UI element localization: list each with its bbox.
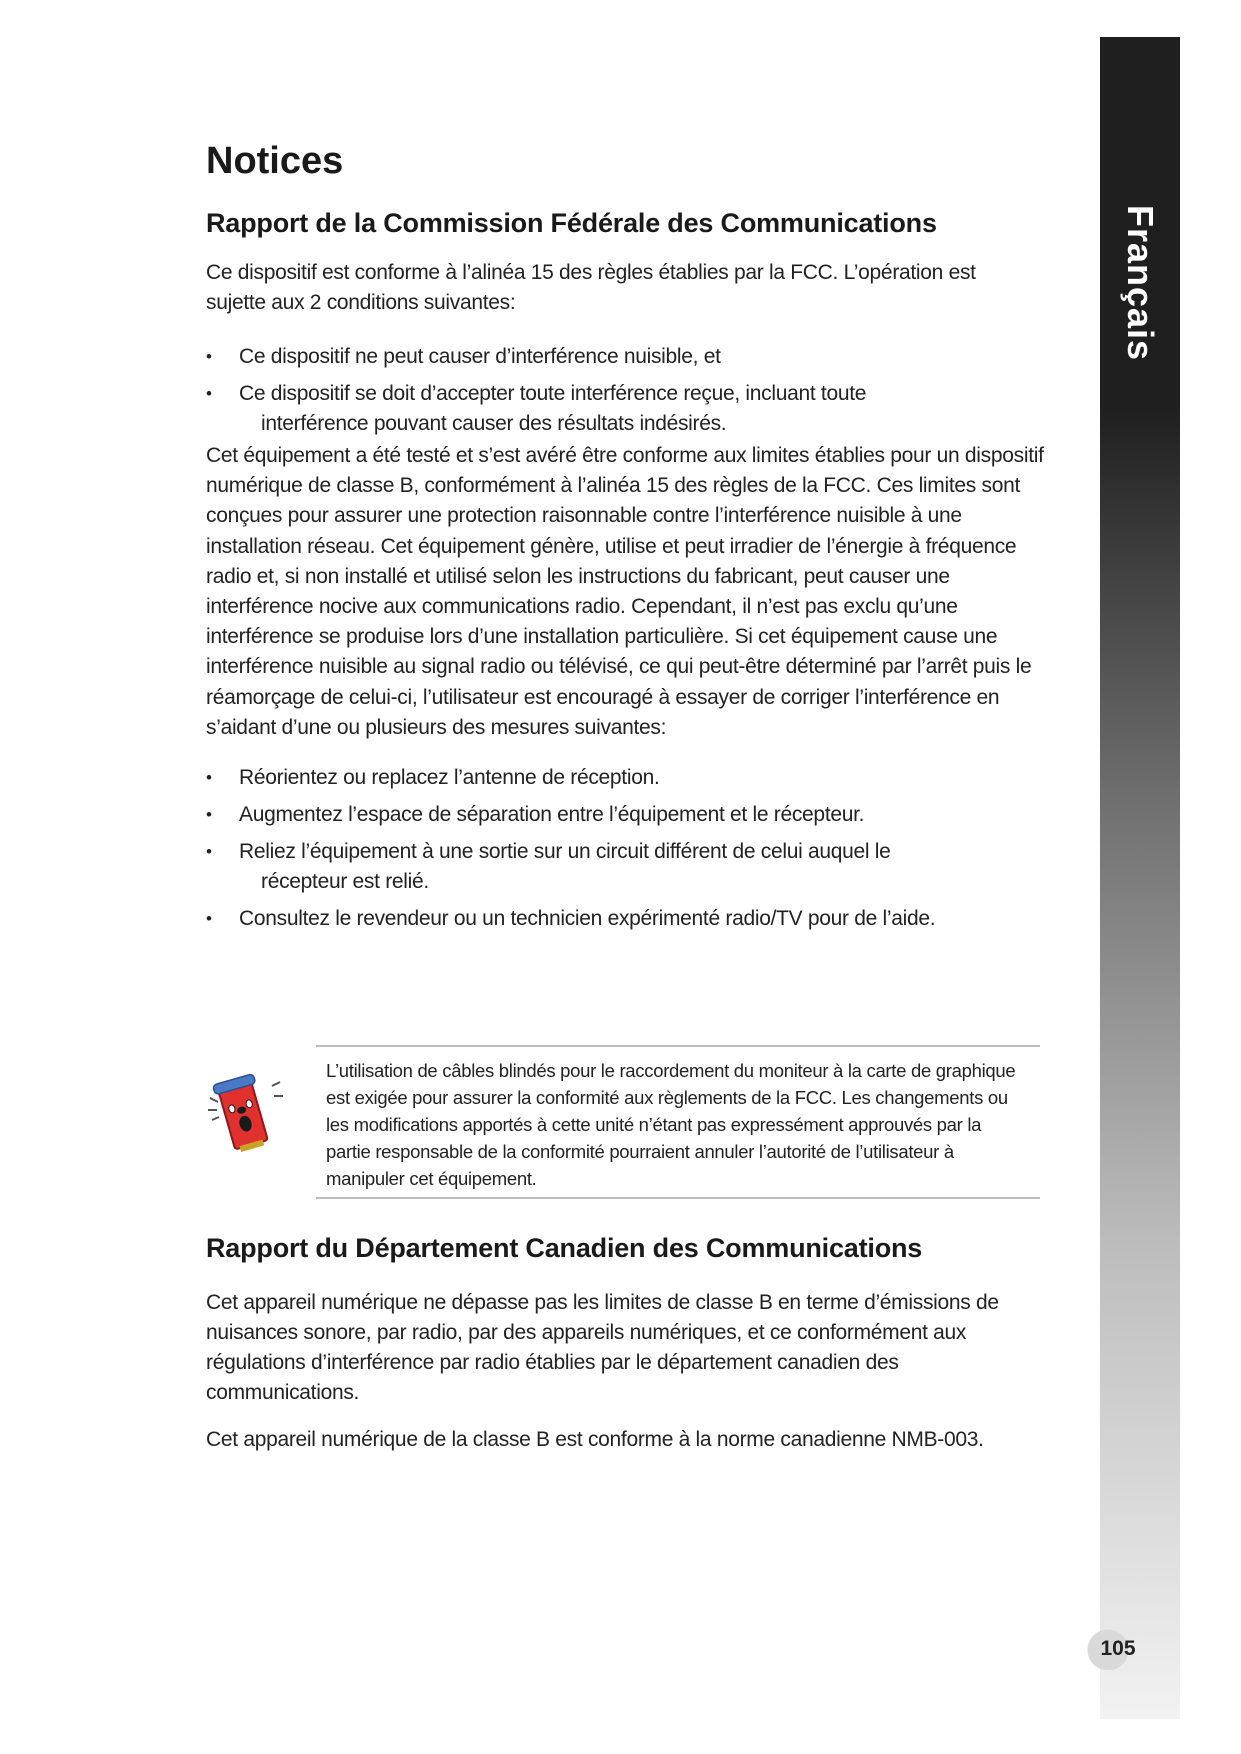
- warning-card-icon: [198, 1060, 288, 1160]
- fcc-note-text: L’utilisation de câbles blindés pour le raccordement du moniteur à la carte de graphique est exigée pour assurer la conformité aux règlements de la FCC. Les changements ou les modifications apportés à cette unité n’étant pas expressément approuvés par la partie responsable de la conformité pourraient annuler l’autorité de l’utilisateur à manipuler cet équipement.: [326, 1060, 1016, 1189]
- list-item: • Ce dispositif ne peut causer d’interférence nuisible, et: [206, 345, 721, 368]
- list-item: • Reliez l’équipement à une sortie sur un circuit différent de celui auquel le récepteur est relié.: [206, 840, 891, 893]
- fcc-body: Cet équipement a été testé et s’est avéré être conforme aux limites établies pour un dispositif numérique de classe B, conformément à l’alinéa 15 des règles de la FCC. Ces limites sont conçues pour assurer une protection raisonnable contre l’interférence nuisible à une installation réseau. Cet équipement génère, utilise et peut irradier de l’énergie à fréquence radio et, si non installé et utilisé selon les instructions du fabricant, peut causer une interférence nocive aux communications radio. Cependant, il n’est pas exclu qu’une interférence se produise lors d’une installation particulière. Si cet équipement cause une interférence nuisible au signal radio ou télévisé, ce qui peut-être déterminé par l’arrêt puis le réamorçage de celui-ci, l’utilisateur est encouragé à essayer de corriger l’interférence en s’aidant d’une ou plusieurs des mesures suivantes:: [206, 444, 1044, 739]
- page-number: 105: [1086, 1628, 1150, 1670]
- canada-paragraph-1: Cet appareil numérique ne dépasse pas les limites de classe B en terme d’émissions de nuisances sonore, par radio, par des appareils numériques, et ce conformément aux régulations d’interférence par radio établies par le département canadien des communications.: [206, 1291, 999, 1404]
- canada-heading: Rapport du Département Canadien des Communications: [206, 1233, 923, 1263]
- fcc-heading: Rapport de la Commission Fédérale des Communications: [206, 208, 937, 238]
- fcc-conditions-list: [206, 342, 1026, 446]
- canada-paragraph-2: Cet appareil numérique de la classe B est conforme à la norme canadienne NMB-003.: [206, 1428, 984, 1451]
- language-tab-label: Français: [1120, 204, 1162, 361]
- page-title: Notices: [206, 140, 344, 182]
- fcc-intro: Ce dispositif est conforme à l’alinéa 15 des règles établies par la FCC. L’opération est sujette aux 2 conditions suivantes:: [206, 261, 976, 314]
- fcc-measures-list: [206, 763, 1026, 941]
- language-tab: [1107, 195, 1173, 370]
- list-item: • Augmentez l’espace de séparation entre l’équipement et le récepteur.: [206, 803, 865, 826]
- list-item: • Ce dispositif se doit d’accepter toute interférence reçue, incluant toute interférence pouvant causer des résultats indésirés.: [206, 382, 867, 435]
- fcc-note-box: [316, 1045, 1040, 1199]
- list-item: • Réorientez ou replacez l’antenne de réception.: [206, 766, 660, 789]
- list-item: • Consultez le revendeur ou un technicien expérimenté radio/TV pour de l’aide.: [206, 907, 936, 930]
